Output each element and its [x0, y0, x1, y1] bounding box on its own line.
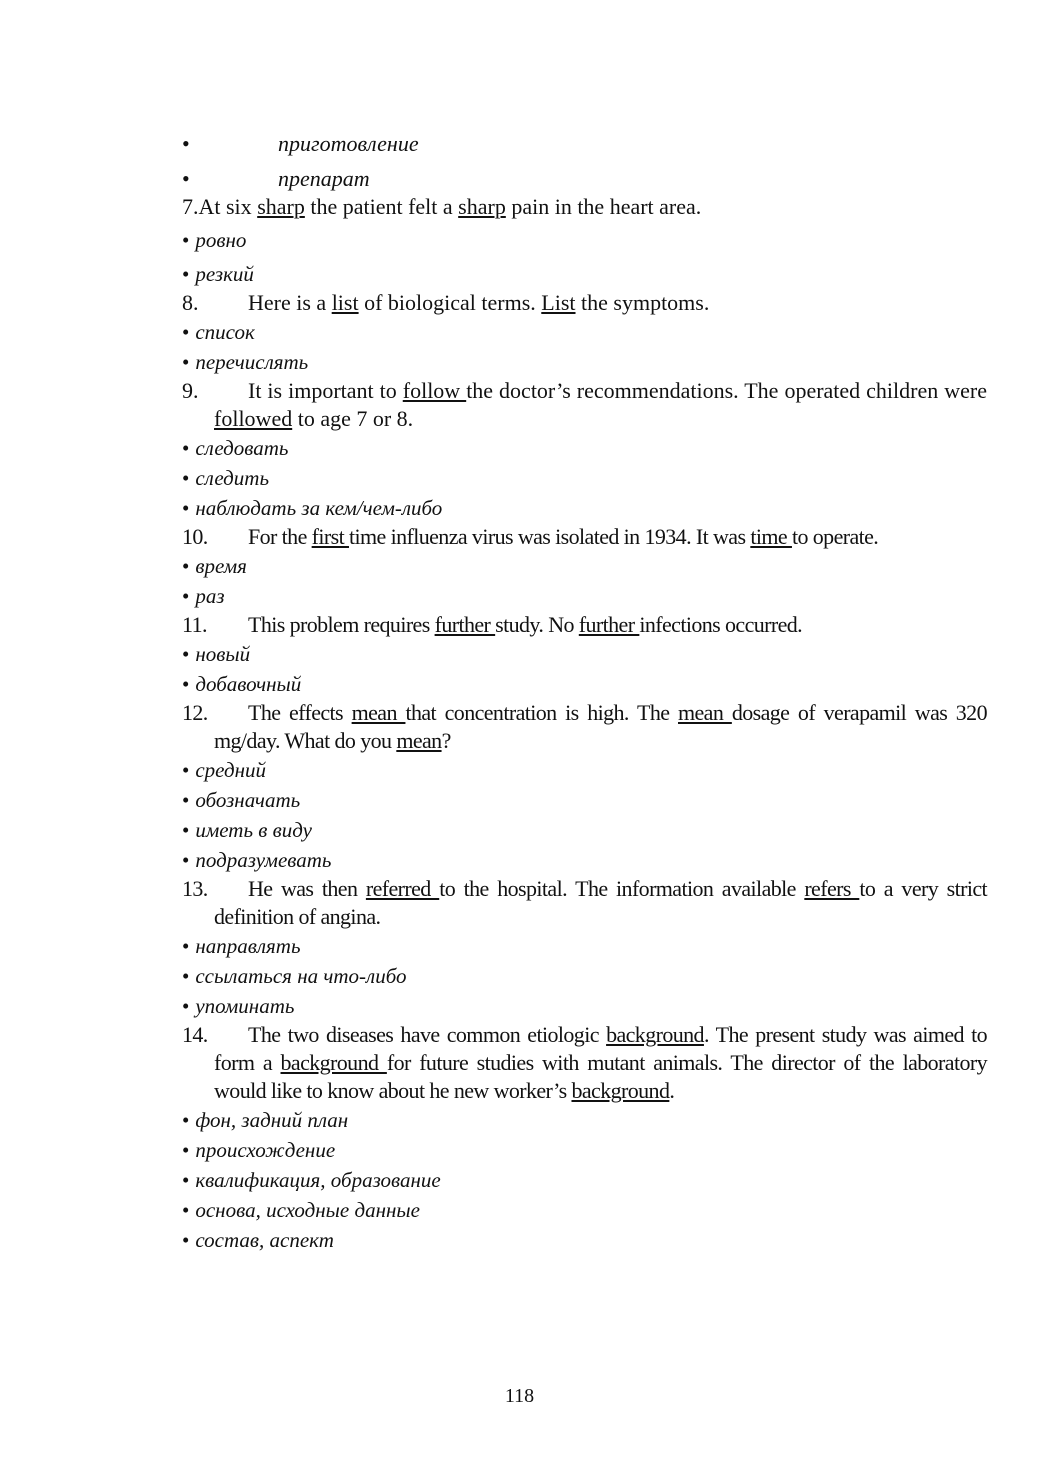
bullet-icon: •: [182, 320, 190, 344]
bullet-icon: •: [182, 672, 190, 696]
bullet-icon: •: [182, 228, 190, 252]
list-item: • средний: [182, 758, 267, 782]
list-item: • список: [182, 320, 255, 344]
bullet-icon: •: [182, 554, 190, 578]
list-item: • следить: [182, 466, 270, 490]
bullet-icon: •: [182, 584, 190, 608]
list-item: • резкий: [182, 262, 254, 286]
exercise-item-11: 11. This problem requires further study. No further infections occurred.: [182, 612, 803, 637]
bullet-icon: •: [182, 818, 190, 842]
bullet-icon: •: [182, 848, 190, 872]
bullet-icon: •: [182, 994, 190, 1018]
bullet-icon: •: [182, 350, 190, 374]
page-number: 118: [504, 1385, 535, 1407]
bullet-icon: •: [182, 436, 190, 460]
bullet-icon: •: [182, 466, 190, 490]
list-item: • препарат: [182, 161, 987, 196]
bullet-icon: •: [182, 964, 190, 988]
bullet-icon: •: [182, 131, 190, 156]
bullet-icon: •: [182, 642, 190, 666]
bullet-icon: •: [182, 1198, 190, 1222]
list-item: • следовать: [182, 436, 289, 460]
bullet-icon: •: [182, 758, 190, 782]
exercise-item-7: 7.At six sharp the patient felt a sharp pain in the heart area.: [182, 194, 702, 219]
bullet-icon: •: [182, 166, 190, 191]
list-item: • раз: [182, 584, 225, 608]
exercise-item-10: 10. For the first time influenza virus was isolated in 1934. It was time to operate.: [182, 524, 879, 549]
list-item: • иметь в виду: [182, 818, 312, 842]
bullet-icon: •: [182, 1228, 190, 1252]
bullet-icon: •: [182, 788, 190, 812]
bullet-icon: •: [182, 1168, 190, 1192]
list-item: • добавочный: [182, 672, 302, 696]
list-item: • происхождение: [182, 1138, 336, 1162]
list-item: • упоминать: [182, 994, 295, 1018]
list-item: • направлять: [182, 934, 301, 958]
list-item: • квалификация, образование: [182, 1168, 441, 1192]
exercise-item-14: 14. The two diseases have common etiologic background. The present study was aimed to form a background for future studies with mutant animals. The director of the laboratory would like to know about he new worker’s background.: [182, 1022, 987, 1103]
bullet-icon: •: [182, 934, 190, 958]
list-item: • состав, аспект: [182, 1228, 334, 1252]
document-page: [182, 126, 987, 1255]
list-item: • ровно: [182, 228, 247, 252]
list-item: • подразумевать: [182, 848, 332, 872]
list-item: • обозначать: [182, 788, 301, 812]
list-item: • время: [182, 554, 247, 578]
exercise-item-8: 8. Here is a list of biological terms. List the symptoms.: [182, 290, 710, 315]
bullet-icon: •: [182, 1138, 190, 1162]
bullet-icon: •: [182, 496, 190, 520]
list-item: • фон, задний план: [182, 1108, 349, 1132]
exercise-item-12: 12. The effects mean that concentration is high. The mean dosage of verapamil was 320 mg/day. What do you mean?: [182, 700, 987, 753]
list-item: • приготовление: [182, 126, 987, 161]
exercise-item-13: 13. He was then referred to the hospital. The information available refers to a very strict definition of angina.: [182, 876, 988, 929]
list-item: • новый: [182, 642, 251, 666]
bullet-icon: •: [182, 262, 190, 286]
list-item: • ссылаться на что-либо: [182, 964, 407, 988]
list-item: • наблюдать за кем/чем-либо: [182, 496, 443, 520]
list-item: • основа, исходные данные: [182, 1198, 420, 1222]
bullet-icon: •: [182, 1108, 190, 1132]
list-item: • перечислять: [182, 350, 309, 374]
exercise-item-9: 9. It is important to follow the doctor’s recommendations. The operated children were followed to age 7 or 8.: [182, 378, 987, 431]
